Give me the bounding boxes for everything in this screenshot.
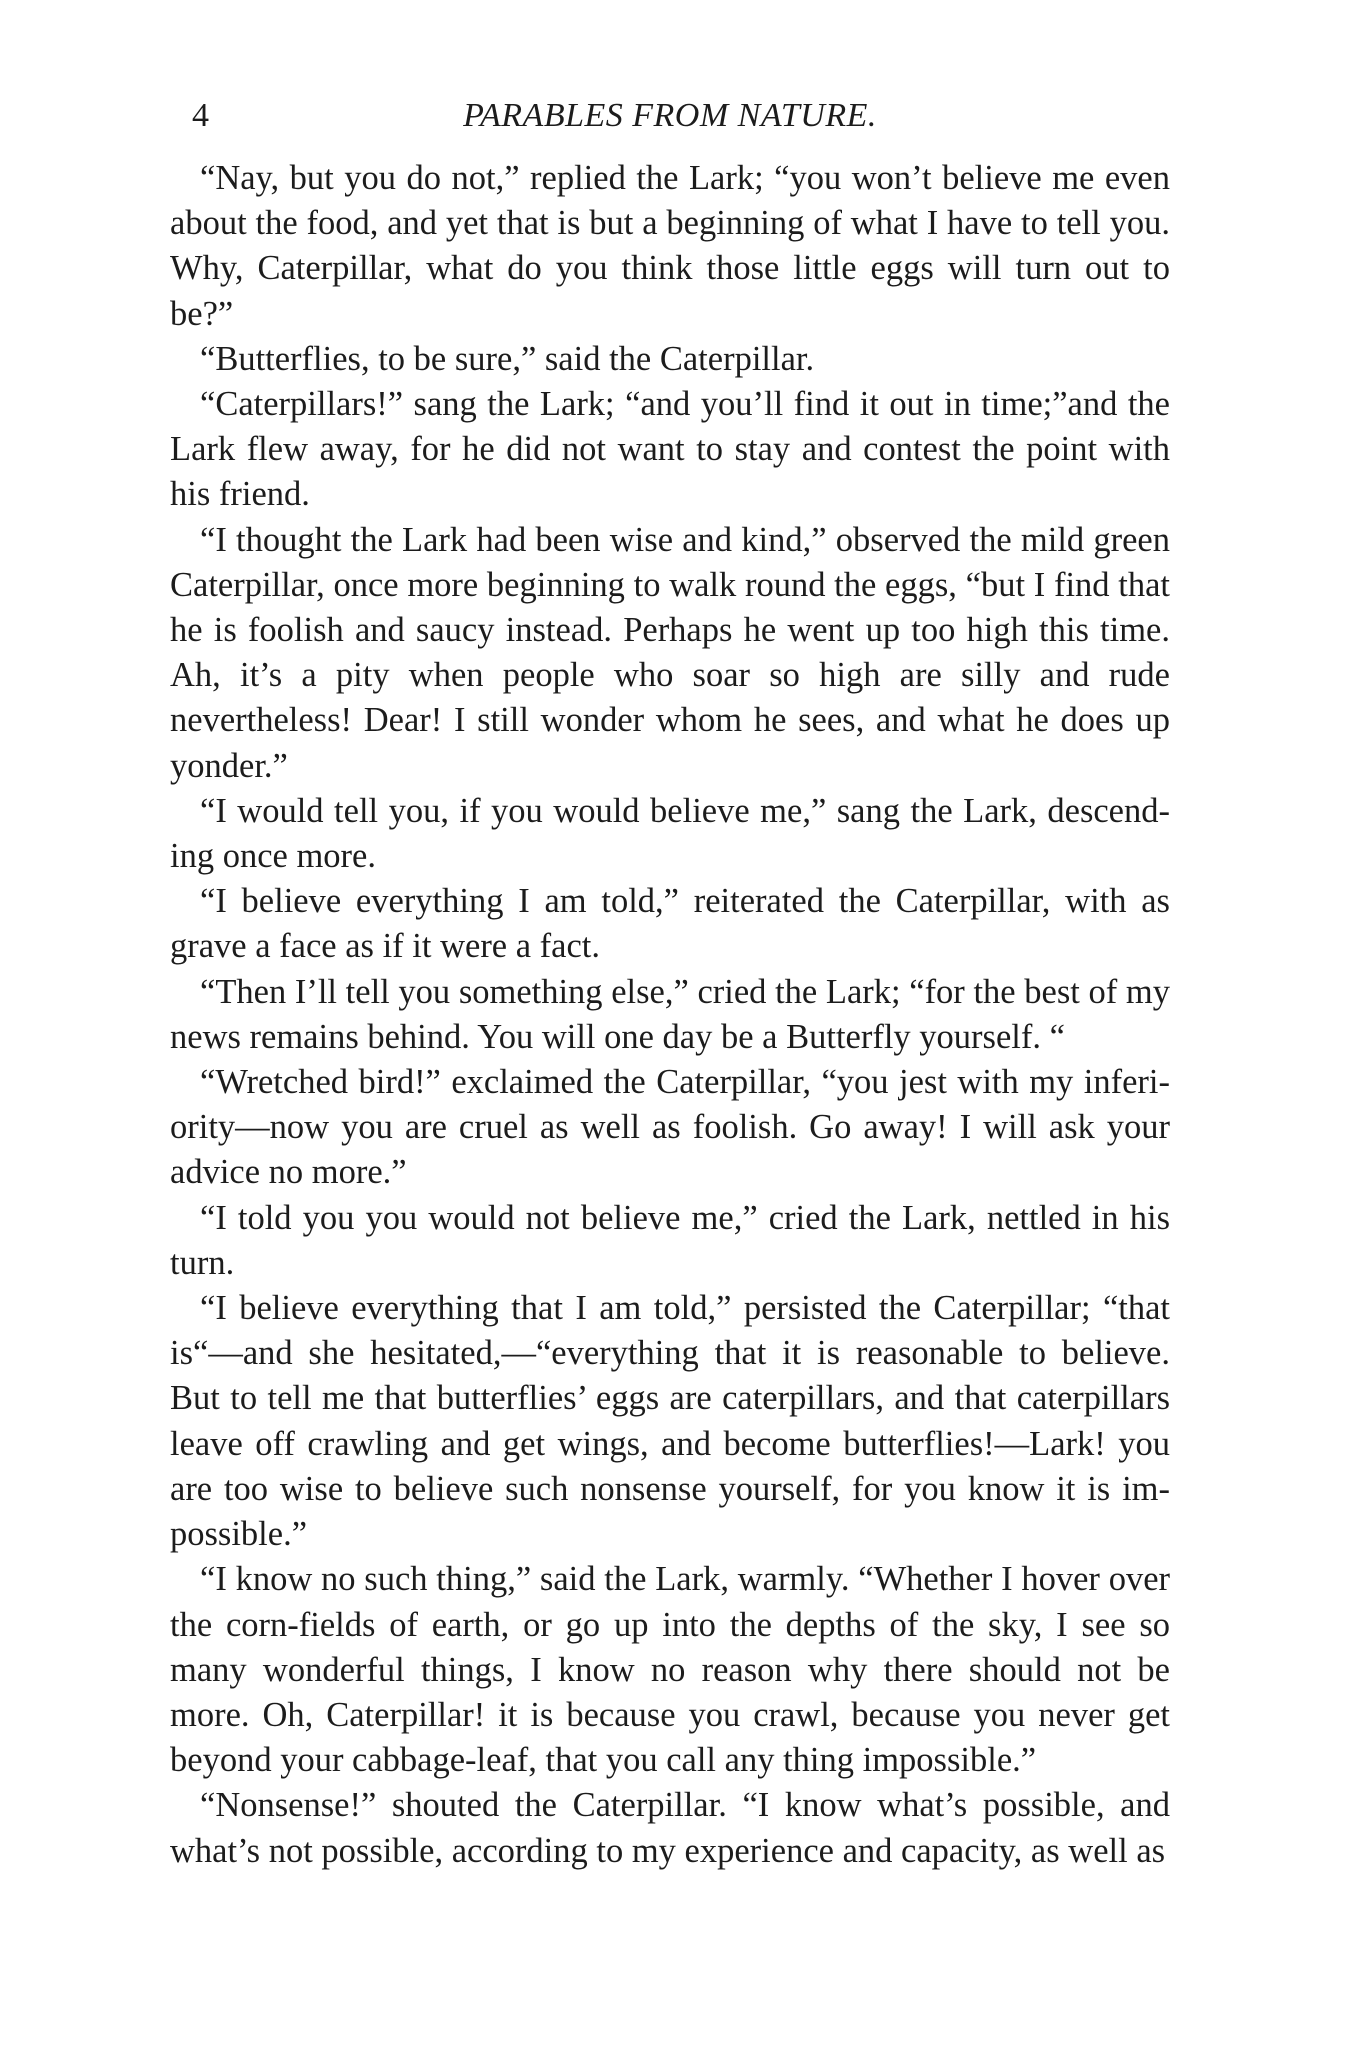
paragraph: “I told you you would not believe me,” cried the Lark, nettled in his turn. [170, 1198, 1170, 1282]
paragraph: “Wretched bird!” exclaimed the Caterpillar, “you jest with my inferiority—now you are cruel as well as foolish. Go away! I will ask your advice no more.” [170, 1063, 1170, 1192]
paragraph: “Caterpillars!” sang the Lark; “and you’ll find it out in time;”and the Lark flew away, for he did not want to stay and contest the point with his friend. [170, 385, 1170, 514]
text-body [170, 156, 1170, 1874]
paragraph: “Then I’ll tell you something else,” cried the Lark; “for the best of my news remains behind. You will one day be a Butterfly yourself. “ [170, 972, 1170, 1056]
running-head [170, 92, 1170, 140]
paragraph: “I believe everything that I am told,” persisted the Caterpillar; “that is“—and she hesitated,—“everything that it is reasonable to believe. But to tell me that butterflies’ eggs are caterpillars, and that caterpillars leave off crawling and get wings, and become butterflies!—Lark! you are too wise to believe such nonsense yourself, for you know it is impossible.” [170, 1289, 1170, 1554]
paragraph: “I thought the Lark had been wise and kind,” observed the mild green Caterpillar, once more beginning to walk round the eggs, “but I find that he is foolish and saucy instead. Perhaps he went up too high this time. Ah, it’s a pity when people who soar so high are silly and rude nevertheless! Dear! I still wonder whom he sees, and what he does up yonder.” [170, 520, 1170, 785]
paragraph: “Nonsense!” shouted the Caterpillar. “I know what’s possible, and what’s not possible, according to my experience and capacity, as well as [170, 1786, 1170, 1870]
paragraph: “I know no such thing,” said the Lark, warmly. “Whether I hover over the corn-fields of earth, or go up into the depths of the sky, I see so many wonderful things, I know no reason why there should not be more. Oh, Caterpillar! it is because you crawl, because you never get beyond your cabbage-leaf, that you call any thing impossible.” [170, 1560, 1170, 1780]
page-number: 4 [192, 97, 209, 134]
paragraph: “Butterflies, to be sure,” said the Caterpillar. [200, 339, 815, 378]
book-page [170, 92, 1170, 1874]
paragraph: “I believe everything I am told,” reiterated the Caterpillar, with as grave a face as if it were a fact. [170, 882, 1170, 966]
paragraph: “Nay, but you do not,” replied the Lark; “you won’t believe me even about the food, and yet that is but a beginning of what I have to tell you. Why, Caterpillar, what do you think those little eggs will turn out to be?” [170, 159, 1170, 333]
running-title: PARABLES FROM NATURE. [463, 97, 877, 134]
paragraph: “I would tell you, if you would believe me,” sang the Lark, descending once more. [170, 791, 1170, 876]
